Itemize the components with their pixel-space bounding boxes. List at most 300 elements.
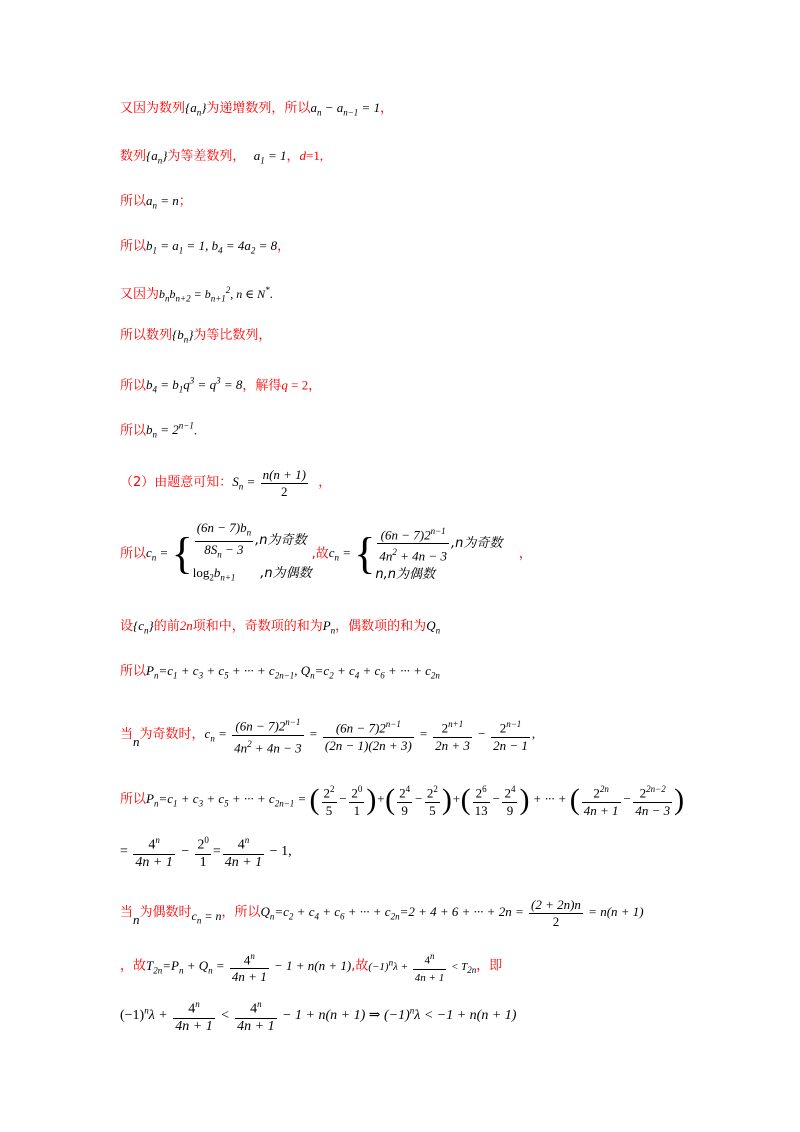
text: 为等比数列， [193,328,272,343]
fraction [230,948,269,985]
superscript: 0 [204,835,209,846]
math-part: + c [333,663,355,678]
math-part: = 1 [264,148,287,163]
math-part: a [146,193,153,208]
subscript: 2n [390,911,400,922]
text: ， [380,101,394,116]
text: ， [318,475,332,490]
math-part: q [183,377,190,393]
subscript: 2n [153,965,163,976]
math-part: c [328,545,335,561]
math-part: b [159,287,166,301]
fraction [173,996,214,1035]
subscript: 2n−1 [274,670,295,681]
math-part: − [176,844,194,859]
math-part: 2 [639,785,647,801]
denominator: 4n + 1 [237,1018,275,1034]
math-part: = 2 [287,377,309,393]
denominator: 1 [199,855,207,871]
math [146,148,168,166]
subscript: n [178,965,184,976]
line-b1-b4 [120,236,290,261]
text: 所以 [120,378,147,394]
superscript: 4 [510,784,516,795]
math-part: = a [157,238,179,253]
math [146,193,179,211]
math-part: = b [157,377,179,393]
math-part: + c [293,904,315,919]
numerator [433,716,472,737]
fraction [232,714,304,756]
superscript: n+1 [448,719,464,730]
case-label: ,n为奇数 [255,533,307,549]
math-part: = [212,957,228,973]
case-odd [375,523,502,565]
math-part: = 8 [255,238,278,253]
text: ,故 [351,958,369,974]
math-part: } [148,618,154,633]
line-even-case [120,890,644,934]
math-part: = [243,474,259,489]
math-part: b [146,377,153,393]
denominator: 9 [506,802,514,818]
math [310,100,381,118]
math-part: + ··· + c [344,904,391,919]
numerator [413,948,446,970]
subscript: 1 [178,384,184,395]
subscript: n [330,625,336,636]
math-part: + c [177,663,199,678]
case-label: ,n为偶数 [235,566,312,582]
math [120,999,517,1034]
denominator: 1 [353,802,361,818]
denominator [377,544,449,564]
math-part: 2 [499,720,507,736]
text: 所以 [120,239,147,254]
math-part: − 1, [266,844,292,859]
subscript: n+1 [210,293,226,304]
math-part: − [473,726,490,741]
math-part: + ··· + c [228,663,275,678]
math [133,618,154,636]
math-part: + ··· + [529,791,570,806]
right-paren: ) [519,783,530,817]
math-part: b [213,565,221,581]
math-part: = [415,726,432,741]
math-part: 4n [234,739,248,755]
numerator [633,781,672,802]
text: ， [518,546,532,562]
line-pn-result [120,830,292,874]
numerator [223,832,264,855]
math-part: 2 [593,785,600,801]
superscript: 2 [433,784,438,795]
math-part: 2 [475,785,483,801]
numerator [582,781,621,802]
subscript: 3 [198,670,204,681]
case-odd [193,520,312,562]
math-part: 2n [179,618,193,633]
math-part: λ < −1 + n(n + 1) [414,1007,517,1023]
subscript: n [165,293,170,304]
left-brace: { [171,529,193,579]
line-t2n [120,940,502,984]
text: ，解得 [242,378,282,394]
line-an-equals-n [120,191,192,216]
math-part: log [192,565,210,581]
text: . [193,422,198,438]
numerator [323,716,414,737]
math-part: = 2 [157,422,179,438]
denominator: 5 [429,802,436,818]
subscript: n [208,965,213,976]
math-part: < T [448,960,468,973]
numerator [195,832,211,855]
math-part: = [212,844,221,859]
subscript: n [153,798,159,809]
subscript: n [217,549,222,560]
math: $P_n=c_1 + c_3 + c_5$ + ··· + $c_{2n-1}$ = ( $\frac{2^2}{5}$ − $\frac{2^0}{1}$ )+( $\frac{2^4}{9}$ − $\frac{2^2}{5}$ )+( $\frac{2^6}{13}$ − $\frac{2^4}{9}$ ) + ··· + ( $\frac{2^{2n}}{4n + 1}$ − $\frac{2^{2n-2}}{4n - 3}$ ) [146,783,685,818]
math [191,909,222,926]
line-pn-expansion [120,776,684,822]
math-part: 4 [237,838,245,854]
superscript: n [429,951,435,962]
math [185,100,207,118]
text: 项和中，奇数项的和为 [192,619,323,634]
math-part: (6n − 7)b [196,520,247,535]
math-part: (−1) [120,1007,145,1023]
superscript: 3 [189,376,195,386]
math-part: 2 [504,785,511,801]
line-increasing-sequence [120,98,393,123]
math-part: = [339,545,355,561]
numerator [195,520,253,542]
math-part: 2 [351,785,358,801]
fraction [261,467,308,500]
subscript: n [316,107,322,118]
math-part: , Q [294,663,311,678]
math-part: + c [359,663,381,678]
superscript: 3 [216,376,221,386]
math-part: n [133,912,140,927]
text: 所以 [120,423,147,439]
case-even: n,n为偶数 [375,567,436,583]
text: ， [286,149,300,164]
superscript: n−1 [285,717,301,728]
math-part: b [146,422,153,438]
text: 的前 [153,619,180,634]
math-part: 2 [441,720,449,736]
math [159,285,270,304]
superscript: 2n [599,784,609,795]
cases [375,523,502,587]
fraction [377,523,449,565]
right-paren: ) [441,783,452,817]
math [328,525,503,583]
math-part: λ + [393,960,411,973]
text: 为奇数时， [139,727,205,742]
text: 数列 [120,149,147,164]
math-part: = 1, b [183,238,219,253]
denominator: 4n + 1 [175,1018,213,1034]
math-part: } [188,327,194,342]
subscript: n [157,155,163,166]
math-part: 4 [188,1001,196,1017]
text: 所以 [120,546,147,562]
superscript: 2 [330,784,335,795]
fraction [582,781,621,818]
denominator: 4n + 1 [224,855,263,871]
line-cn-piecewise [120,520,532,586]
left-paren: ( [569,783,580,817]
math-q: q [281,377,288,393]
text: 当 [120,905,134,920]
math-part: =c [158,791,174,806]
subscript: n [152,429,158,440]
math-part: = q [194,377,217,393]
math-part: − 1 + n(n + 1) ⇒ (−1) [278,1007,410,1023]
math-part: = n [157,193,179,208]
math-part: c [204,726,211,741]
math [172,327,194,345]
text: 当 [120,727,134,742]
superscript: n−1 [430,525,446,536]
fraction [235,996,276,1035]
subscript: 4 [314,911,319,922]
math-part: , n ∈ N [230,287,266,301]
numerator [232,714,304,735]
math-part: (6n − 7)2 [335,720,386,736]
right-paren: ) [366,783,377,817]
case-even [193,562,312,589]
math-part: λ + [148,1007,172,1023]
math-part: + c [177,791,199,806]
superscript: n [244,835,250,846]
math [232,466,310,499]
subscript: n [151,552,157,563]
line-geometric-sequence [120,325,271,350]
fraction [195,832,211,871]
fraction [529,897,583,930]
math-part: =c [158,663,174,678]
math [260,896,644,929]
subscript: n [143,625,149,636]
math-part: = [120,844,132,859]
subscript: n [238,481,244,492]
math-part: b [169,287,176,301]
math-part: = n(n + 1) [584,904,644,919]
math-part: } [201,100,207,115]
numerator [349,781,364,802]
math-d: d [299,148,306,163]
denominator: (2n − 1)(2n + 3) [324,737,412,753]
text: （2）由题意可知： [120,475,233,490]
numerator: (2 + 2n)n [530,896,581,912]
subscript: n [152,200,158,211]
case-label: ,n为奇数 [450,535,503,551]
math-part: = [156,545,172,561]
numerator [322,781,337,802]
denominator: 2 [552,913,560,929]
denominator: 4n + 1 [583,802,619,818]
superscript: 0 [357,784,363,795]
math [146,238,278,256]
math-part: n [133,734,140,749]
math-part: 4n [379,548,393,564]
cases [193,520,312,589]
line-pn-qn-sums [120,661,440,686]
fraction [195,520,253,562]
superscript: n [409,1005,415,1015]
math-part: Q [260,904,270,919]
denominator: 4n + 1 [414,971,445,984]
math-part: + c [203,791,225,806]
text: 又因为 [120,287,160,302]
math-part: + ··· + c [384,663,431,678]
math-part: + 4n − 3 [396,548,447,564]
superscript: 2n−2 [646,784,666,795]
math-part: (−1) [368,960,389,973]
numerator [173,996,214,1019]
math [120,835,292,871]
math-part: (6n − 7)2 [235,718,286,734]
text: , [531,726,536,741]
numerator [473,781,490,802]
fraction [491,716,530,753]
line-bn-formula [120,416,197,445]
text: =1, [306,148,324,163]
math [146,376,243,395]
text: ,故 [311,546,329,562]
superscript: n [144,1005,149,1015]
math-part: + ··· + c [228,791,275,806]
text: ，所以 [221,905,261,920]
line-inequality [120,988,516,1032]
math-part: {b [172,327,184,342]
math-part: = b [190,287,211,301]
text: ，偶数项的和为 [335,619,427,634]
superscript: n−1 [385,719,401,730]
superscript: n [388,957,394,967]
fraction [425,781,440,818]
fraction [133,832,174,871]
math-part: c [146,545,152,561]
math-part: =c [314,663,330,678]
left-paren: ( [460,783,471,817]
math-part: = [214,726,231,741]
subscript: 1 [178,245,184,256]
subscript: n [210,733,215,744]
line-define-pn-qn [120,616,440,641]
math-part: } [162,148,168,163]
text: ，即 [476,958,503,974]
math-part: P [146,663,154,678]
text: ， [308,378,322,394]
superscript: n [250,951,255,961]
math-part: < [216,1007,234,1023]
numerator [230,948,269,969]
fraction [502,781,517,818]
text: ，故 [120,958,147,974]
math-part: S [232,474,239,489]
math [368,951,477,984]
superscript: 2 [225,285,231,295]
denominator: 9 [401,802,408,818]
subscript: n [196,915,202,926]
math-part: = 1 [358,100,381,115]
subscript: 2 [250,245,256,256]
text: 所以 [120,664,147,679]
superscript: n [257,999,262,1010]
math-part: 8S [204,541,218,557]
math-part: P [322,618,331,633]
numerator [491,716,530,737]
math-part: P [146,791,154,806]
superscript: 2 [247,738,252,749]
math [253,148,287,166]
subscript: 1 [260,155,265,166]
math-part: b [146,238,153,253]
text: 为等差数列， [167,149,246,164]
fraction [349,781,364,818]
denominator: 13 [474,802,488,818]
fraction [433,716,472,753]
text: 设 [120,619,134,634]
math [146,663,440,681]
math-part: = [305,726,321,741]
denominator [232,736,304,756]
denominator: 4n + 1 [231,969,267,985]
line-sn-formula [120,462,331,502]
right-paren: ) [674,783,685,817]
superscript: 6 [482,784,487,795]
math-part: = n [201,909,222,923]
subscript: 4 [152,384,158,395]
math-part: a [253,148,261,163]
math-part: 2 [197,838,205,854]
subscript: 1 [173,798,178,809]
math-part: + c [318,904,341,919]
subscript: n [196,107,202,118]
math-part: + Q [183,957,209,973]
subscript: 6 [340,911,345,922]
math-part: 2 [323,785,331,801]
math-part: T [146,957,154,973]
subscript: n+1 [220,572,236,583]
numerator [235,996,276,1019]
left-brace: { [354,529,376,579]
subscript: 2 [288,911,294,922]
math-part: − 3 [221,541,244,557]
math [146,421,194,440]
math [146,520,312,583]
line-geometric-condition [120,280,273,308]
denominator [195,542,253,563]
text: 为递增数列，所以 [206,101,311,116]
fraction [413,948,446,986]
subscript: 4 [218,245,223,256]
subscript: n [435,625,441,636]
line-arithmetic-sequence [120,146,323,171]
math-part: {a [146,148,158,163]
denominator: 2n + 3 [435,737,470,753]
math [426,618,441,636]
superscript: 4 [405,784,411,795]
superscript: 2 [392,546,397,557]
text: 所以 [120,792,147,807]
subscript: 2 [209,572,214,583]
math-part: =P [162,957,179,973]
